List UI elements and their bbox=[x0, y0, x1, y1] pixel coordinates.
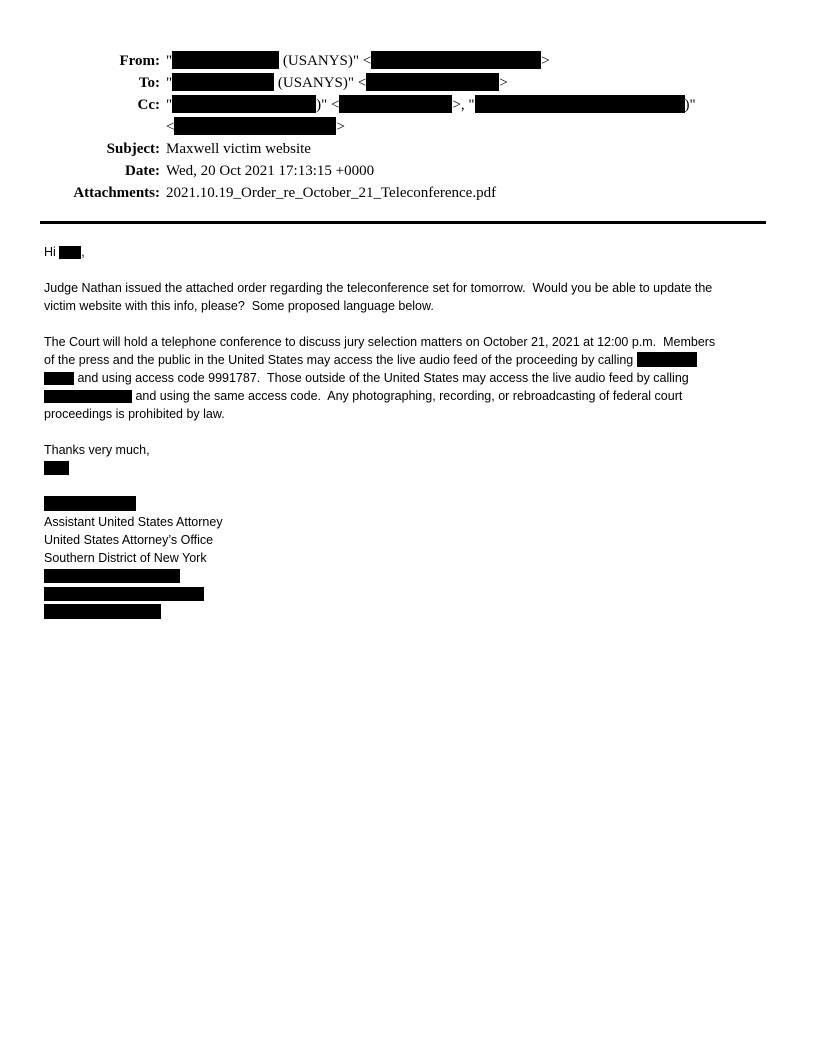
text-run: )" < bbox=[316, 97, 340, 113]
text-run: > bbox=[541, 53, 550, 69]
text-run: > bbox=[499, 75, 508, 91]
header-field-value bbox=[160, 50, 550, 72]
header-row bbox=[0, 72, 816, 94]
text-run: " bbox=[166, 75, 173, 91]
body-line bbox=[44, 405, 780, 423]
redaction-bar bbox=[339, 95, 452, 113]
body-line bbox=[44, 549, 780, 567]
text-run: > bbox=[336, 119, 345, 135]
header-field-label: Subject: bbox=[106, 141, 160, 157]
redaction-bar bbox=[637, 352, 697, 367]
redaction-bar bbox=[172, 95, 316, 113]
body-line bbox=[44, 567, 780, 585]
redaction-bar bbox=[174, 117, 336, 135]
header-field-label: Cc: bbox=[137, 97, 160, 113]
redaction-bar bbox=[172, 51, 279, 69]
email-body bbox=[44, 243, 780, 621]
text-run: )" bbox=[684, 97, 696, 113]
redaction-bar bbox=[59, 246, 81, 259]
text-run: Judge Nathan issued the attached order regarding the teleconference set for tomorrow. Would you be able to update the bbox=[44, 281, 713, 295]
header-row bbox=[0, 138, 816, 160]
header-field-value bbox=[160, 182, 496, 204]
blank-line bbox=[44, 315, 780, 333]
redaction-bar bbox=[44, 461, 69, 475]
text-run: , bbox=[81, 245, 85, 259]
body-line bbox=[44, 279, 780, 297]
header-field-value bbox=[160, 72, 508, 94]
text-run: Wed, 20 Oct 2021 17:13:15 +0000 bbox=[166, 163, 375, 179]
body-line bbox=[44, 387, 780, 405]
text-run: Hi bbox=[44, 245, 60, 259]
header-field-label: To: bbox=[138, 75, 160, 91]
text-run: and using access code 9991787. Those outside of the United States may access the live audio feed by calling bbox=[74, 371, 689, 385]
header-field-label: Attachments: bbox=[73, 185, 160, 201]
header-field-value bbox=[160, 160, 374, 182]
text-run: of the press and the public in the United States may access the live audio feed of the proceeding by calling bbox=[44, 353, 637, 367]
redaction-bar bbox=[475, 95, 685, 113]
email-header bbox=[0, 50, 816, 204]
body-line bbox=[44, 297, 780, 315]
text-run: Southern District of New York bbox=[44, 551, 207, 565]
redaction-bar bbox=[44, 496, 136, 511]
header-divider bbox=[40, 221, 766, 224]
text-run: (USANYS)" < bbox=[274, 75, 367, 91]
redaction-bar bbox=[44, 372, 74, 385]
redaction-bar bbox=[44, 587, 204, 601]
blank-line bbox=[44, 261, 780, 279]
body-line bbox=[44, 351, 780, 369]
redaction-bar bbox=[44, 390, 132, 403]
header-field-label bbox=[0, 116, 160, 138]
body-line bbox=[44, 603, 780, 621]
header-field-value bbox=[160, 94, 696, 116]
body-line bbox=[44, 441, 780, 459]
header-field-value bbox=[160, 116, 345, 138]
text-run: Thanks very much, bbox=[44, 443, 150, 457]
text-run: victim website with this info, please? Some proposed language below. bbox=[44, 299, 434, 313]
body-line bbox=[44, 531, 780, 549]
blank-line bbox=[44, 423, 780, 441]
header-row bbox=[0, 116, 816, 138]
text-run: Assistant United States Attorney bbox=[44, 515, 223, 529]
text-run: proceedings is prohibited by law. bbox=[44, 407, 225, 421]
text-run: The Court will hold a telephone conference to discuss jury selection matters on October 21, 2021 at 12:00 p.m. Members bbox=[44, 335, 716, 349]
redaction-bar bbox=[44, 569, 180, 583]
body-line bbox=[44, 585, 780, 603]
header-row bbox=[0, 94, 816, 116]
redaction-bar bbox=[371, 51, 541, 69]
header-field-label: From: bbox=[119, 53, 160, 69]
text-run: (USANYS)" < bbox=[279, 53, 372, 69]
blank-line bbox=[44, 477, 780, 495]
text-run: " bbox=[166, 97, 173, 113]
text-run: and using the same access code. Any photographing, recording, or rebroadcasting of federal court bbox=[132, 389, 683, 403]
text-run: < bbox=[166, 119, 175, 135]
header-row bbox=[0, 160, 816, 182]
body-line bbox=[44, 369, 780, 387]
text-run: Maxwell victim website bbox=[166, 141, 311, 157]
redaction-bar bbox=[172, 73, 274, 91]
body-line bbox=[44, 513, 780, 531]
body-line bbox=[44, 333, 780, 351]
header-field-value bbox=[160, 138, 311, 160]
redaction-bar bbox=[366, 73, 499, 91]
header-row bbox=[0, 182, 816, 204]
body-line bbox=[44, 243, 780, 261]
body-line bbox=[44, 459, 780, 477]
redaction-bar bbox=[44, 604, 161, 619]
header-field-label: Date: bbox=[125, 163, 160, 179]
text-run: " bbox=[166, 53, 173, 69]
text-run: >, " bbox=[452, 97, 475, 113]
text-run: 2021.10.19_Order_re_October_21_Teleconference.pdf bbox=[166, 185, 497, 201]
body-line bbox=[44, 495, 780, 513]
text-run: United States Attorney’s Office bbox=[44, 533, 214, 547]
header-row bbox=[0, 50, 816, 72]
